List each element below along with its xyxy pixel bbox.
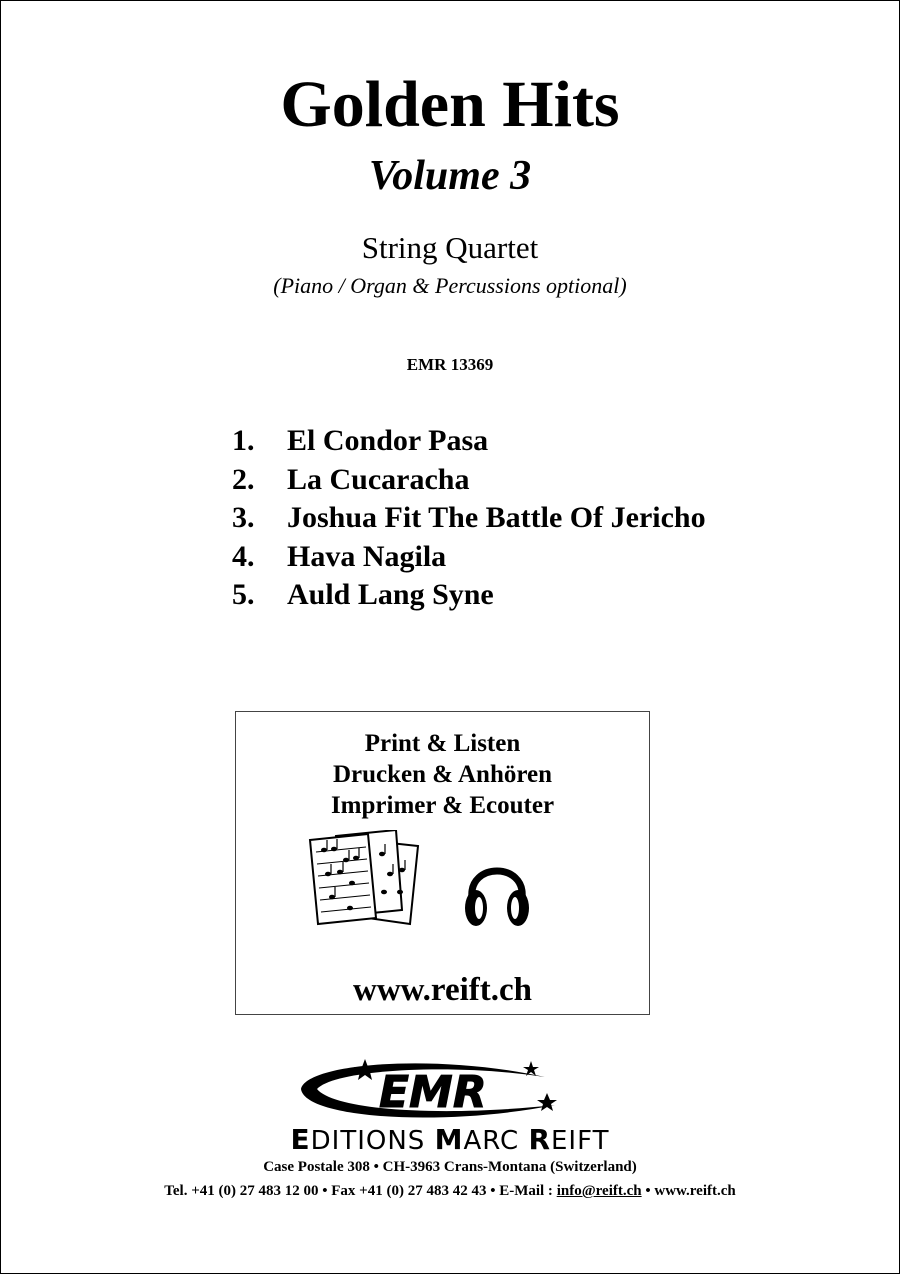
emr-logo: [295, 1055, 585, 1123]
logo-text: EMR: [379, 1067, 487, 1118]
cover-title: Golden Hits: [280, 68, 620, 141]
promo-line-french: Imprimer & Ecouter: [330, 792, 555, 819]
list-item: [232, 538, 706, 577]
item-title: Auld Lang Syne: [287, 578, 494, 611]
print-listen-box: [235, 711, 650, 1015]
promo-line-german: Drucken & Anhören: [332, 761, 552, 788]
contact-phone-fax: Tel. +41 (0) 27 483 12 00 • Fax +41 (0) 27 483 42 43 • E-Mail :: [164, 1183, 557, 1199]
contact-website: • www.reift.ch: [641, 1183, 736, 1199]
item-number: 4.: [232, 539, 255, 573]
publisher-word-reift: EIFT: [551, 1126, 610, 1156]
item-number: 1.: [232, 424, 255, 457]
list-item: [232, 422, 706, 461]
item-title: Joshua Fit The Battle Of Jericho: [287, 501, 706, 534]
publisher-address: Case Postale 308 • CH-3963 Crans-Montana (Switzerland): [263, 1159, 637, 1175]
item-title: El Condor Pasa: [287, 424, 489, 457]
publisher-word-editions: DITIONS: [310, 1126, 435, 1156]
publisher-contact: [0, 1184, 900, 1199]
publisher-initial-r: R: [528, 1123, 551, 1156]
headphones-icon: [462, 852, 532, 930]
instrumentation: String Quartet: [361, 230, 539, 265]
star-icon: [354, 1059, 376, 1080]
cover-volume: Volume 3: [368, 153, 532, 199]
list-item: [232, 576, 706, 615]
promo-line-english: Print & Listen: [364, 730, 521, 757]
list-item: [232, 499, 706, 538]
item-title: La Cucaracha: [287, 462, 470, 496]
star-icon: [537, 1093, 557, 1111]
contents-list: [232, 422, 706, 615]
optional-instruments: (Piano / Organ & Percussions optional): [273, 273, 627, 298]
sheet-music-icon: [306, 830, 438, 926]
publisher-initial-m: M: [434, 1123, 464, 1156]
item-number: 5.: [232, 578, 255, 611]
catalog-number: EMR 13369: [406, 355, 494, 374]
website-url[interactable]: www.reift.ch: [352, 972, 533, 1008]
publisher-initial-e: E: [290, 1123, 311, 1156]
list-item: [232, 461, 706, 500]
email-link[interactable]: info@reift.ch: [556, 1183, 642, 1199]
publisher-name: [0, 1123, 900, 1156]
publisher-word-marc: ARC: [463, 1126, 529, 1156]
item-title: Hava Nagila: [287, 539, 447, 573]
item-number: 3.: [232, 501, 255, 534]
item-number: 2.: [232, 462, 255, 496]
